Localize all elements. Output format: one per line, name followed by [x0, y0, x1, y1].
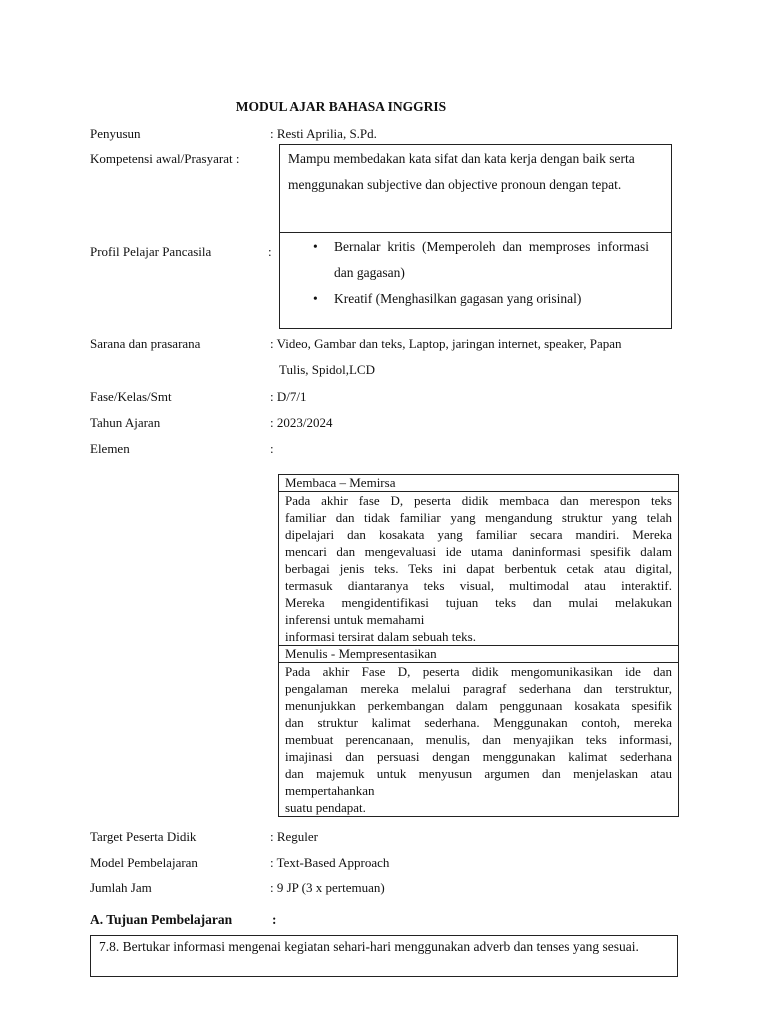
- tahun-label: Tahun Ajaran: [90, 415, 161, 430]
- membaca-line: familiar dan tidak familiar yang mengandung struktur yang telah: [285, 510, 672, 525]
- membaca-line: termasuk diantaranya teks visual, multimodal atau interaktif.: [285, 578, 672, 593]
- membaca-line: dipelajari dan kosakata yang familiar secara mandiri. Mereka: [285, 527, 672, 542]
- jumlah-label: Jumlah Jam: [90, 880, 152, 895]
- profil-list: [280, 233, 671, 312]
- menulis-line: pengalaman mereka melalui paragraf sederhana dan terstruktur,: [285, 681, 672, 696]
- membaca-line: Pada akhir fase D, peserta didik membaca dan merespon teks: [285, 493, 672, 508]
- sarana-value-line-1: : Video, Gambar dan teks, Laptop, jaringan internet, speaker, Papan: [270, 336, 622, 351]
- sarana-value-line-2: Tulis, Spidol,LCD: [279, 362, 375, 377]
- kompetensi-label: Kompetensi awal/Prasyarat :: [90, 151, 240, 166]
- membaca-line: informasi tersirat dalam sebuah teks.: [285, 629, 476, 644]
- menulis-description: [279, 663, 678, 816]
- kompetensi-line-2: menggunakan subjective dan objective pronoun dengan tepat.: [288, 177, 622, 192]
- section-a-colon: :: [272, 912, 277, 927]
- elemen-colon: :: [270, 441, 274, 456]
- menulis-line: menunjukkan perkembangan dalam penggunaan kosakata spesifik: [285, 698, 672, 713]
- elemen-label: Elemen: [90, 441, 130, 456]
- menulis-line: dan majemuk untuk menyusun argumen dan menjelaskan atau: [285, 766, 672, 781]
- menulis-line: Pada akhir Fase D, peserta didik mengomunikasikan ide dan: [285, 664, 672, 679]
- membaca-line: Mereka mengidentifikasi tujuan teks dan mulai melakukan: [285, 595, 672, 610]
- sarana-label: Sarana dan prasarana: [90, 336, 201, 351]
- profil-item: • Kreatif (Menghasilkan gagasan yang orisinal): [280, 286, 671, 312]
- menulis-header: Menulis - Mempresentasikan: [279, 646, 678, 663]
- kompetensi-box: [279, 144, 672, 233]
- menulis-line: suatu pendapat.: [285, 800, 366, 815]
- fase-label: Fase/Kelas/Smt: [90, 389, 172, 404]
- kompetensi-line-1: Mampu membedakan kata sifat dan kata kerja dengan baik serta: [288, 151, 635, 166]
- bullet-icon: •: [313, 239, 318, 254]
- profil-item: • Bernalar kritis (Memperoleh dan memproses informasi dan gagasan): [280, 234, 671, 286]
- membaca-description: [279, 492, 678, 646]
- menulis-line: imajinasi dan persuasi dengan menggunakan kalimat sederhana: [285, 749, 672, 764]
- menulis-line: dan struktur kalimat sederhana. Menggunakan contoh, mereka: [285, 715, 672, 730]
- profil-colon: :: [268, 244, 272, 259]
- profil-box: [279, 232, 672, 329]
- tujuan-text: 7.8. Bertukar informasi mengenai kegiatan sehari-hari menggunakan adverb dan tenses yang sesuai.: [99, 939, 639, 954]
- tujuan-box: [90, 935, 678, 977]
- model-label: Model Pembelajaran: [90, 855, 198, 870]
- membaca-line: mencari dan mengevaluasi ide utama daninformasi spesifik dalam: [285, 544, 672, 559]
- membaca-header: Membaca – Memirsa: [279, 475, 678, 492]
- jumlah-value: : 9 JP (3 x pertemuan): [270, 880, 385, 895]
- menulis-line: membuat perencanaan, menulis, dan menyajikan teks informasi,: [285, 732, 672, 747]
- elemen-table: [278, 474, 679, 817]
- profil-label: Profil Pelajar Pancasila: [90, 244, 212, 259]
- penyusun-value: : Resti Aprilia, S.Pd.: [270, 126, 377, 141]
- membaca-line: inferensi untuk memahami: [285, 612, 425, 627]
- document-title: MODUL AJAR BAHASA INGGRIS: [235, 99, 447, 114]
- model-value: : Text-Based Approach: [270, 855, 390, 870]
- target-value: : Reguler: [270, 829, 319, 844]
- section-a-title: A. Tujuan Pembelajaran: [90, 912, 233, 927]
- menulis-line: mempertahankan: [285, 783, 375, 798]
- bullet-icon: •: [313, 291, 318, 306]
- membaca-line: berbagai jenis teks. Teks ini dapat berbentuk cetak atau digital,: [285, 561, 672, 576]
- fase-value: : D/7/1: [270, 389, 307, 404]
- target-label: Target Peserta Didik: [90, 829, 197, 844]
- penyusun-label: Penyusun: [90, 126, 141, 141]
- tahun-value: : 2023/2024: [270, 415, 333, 430]
